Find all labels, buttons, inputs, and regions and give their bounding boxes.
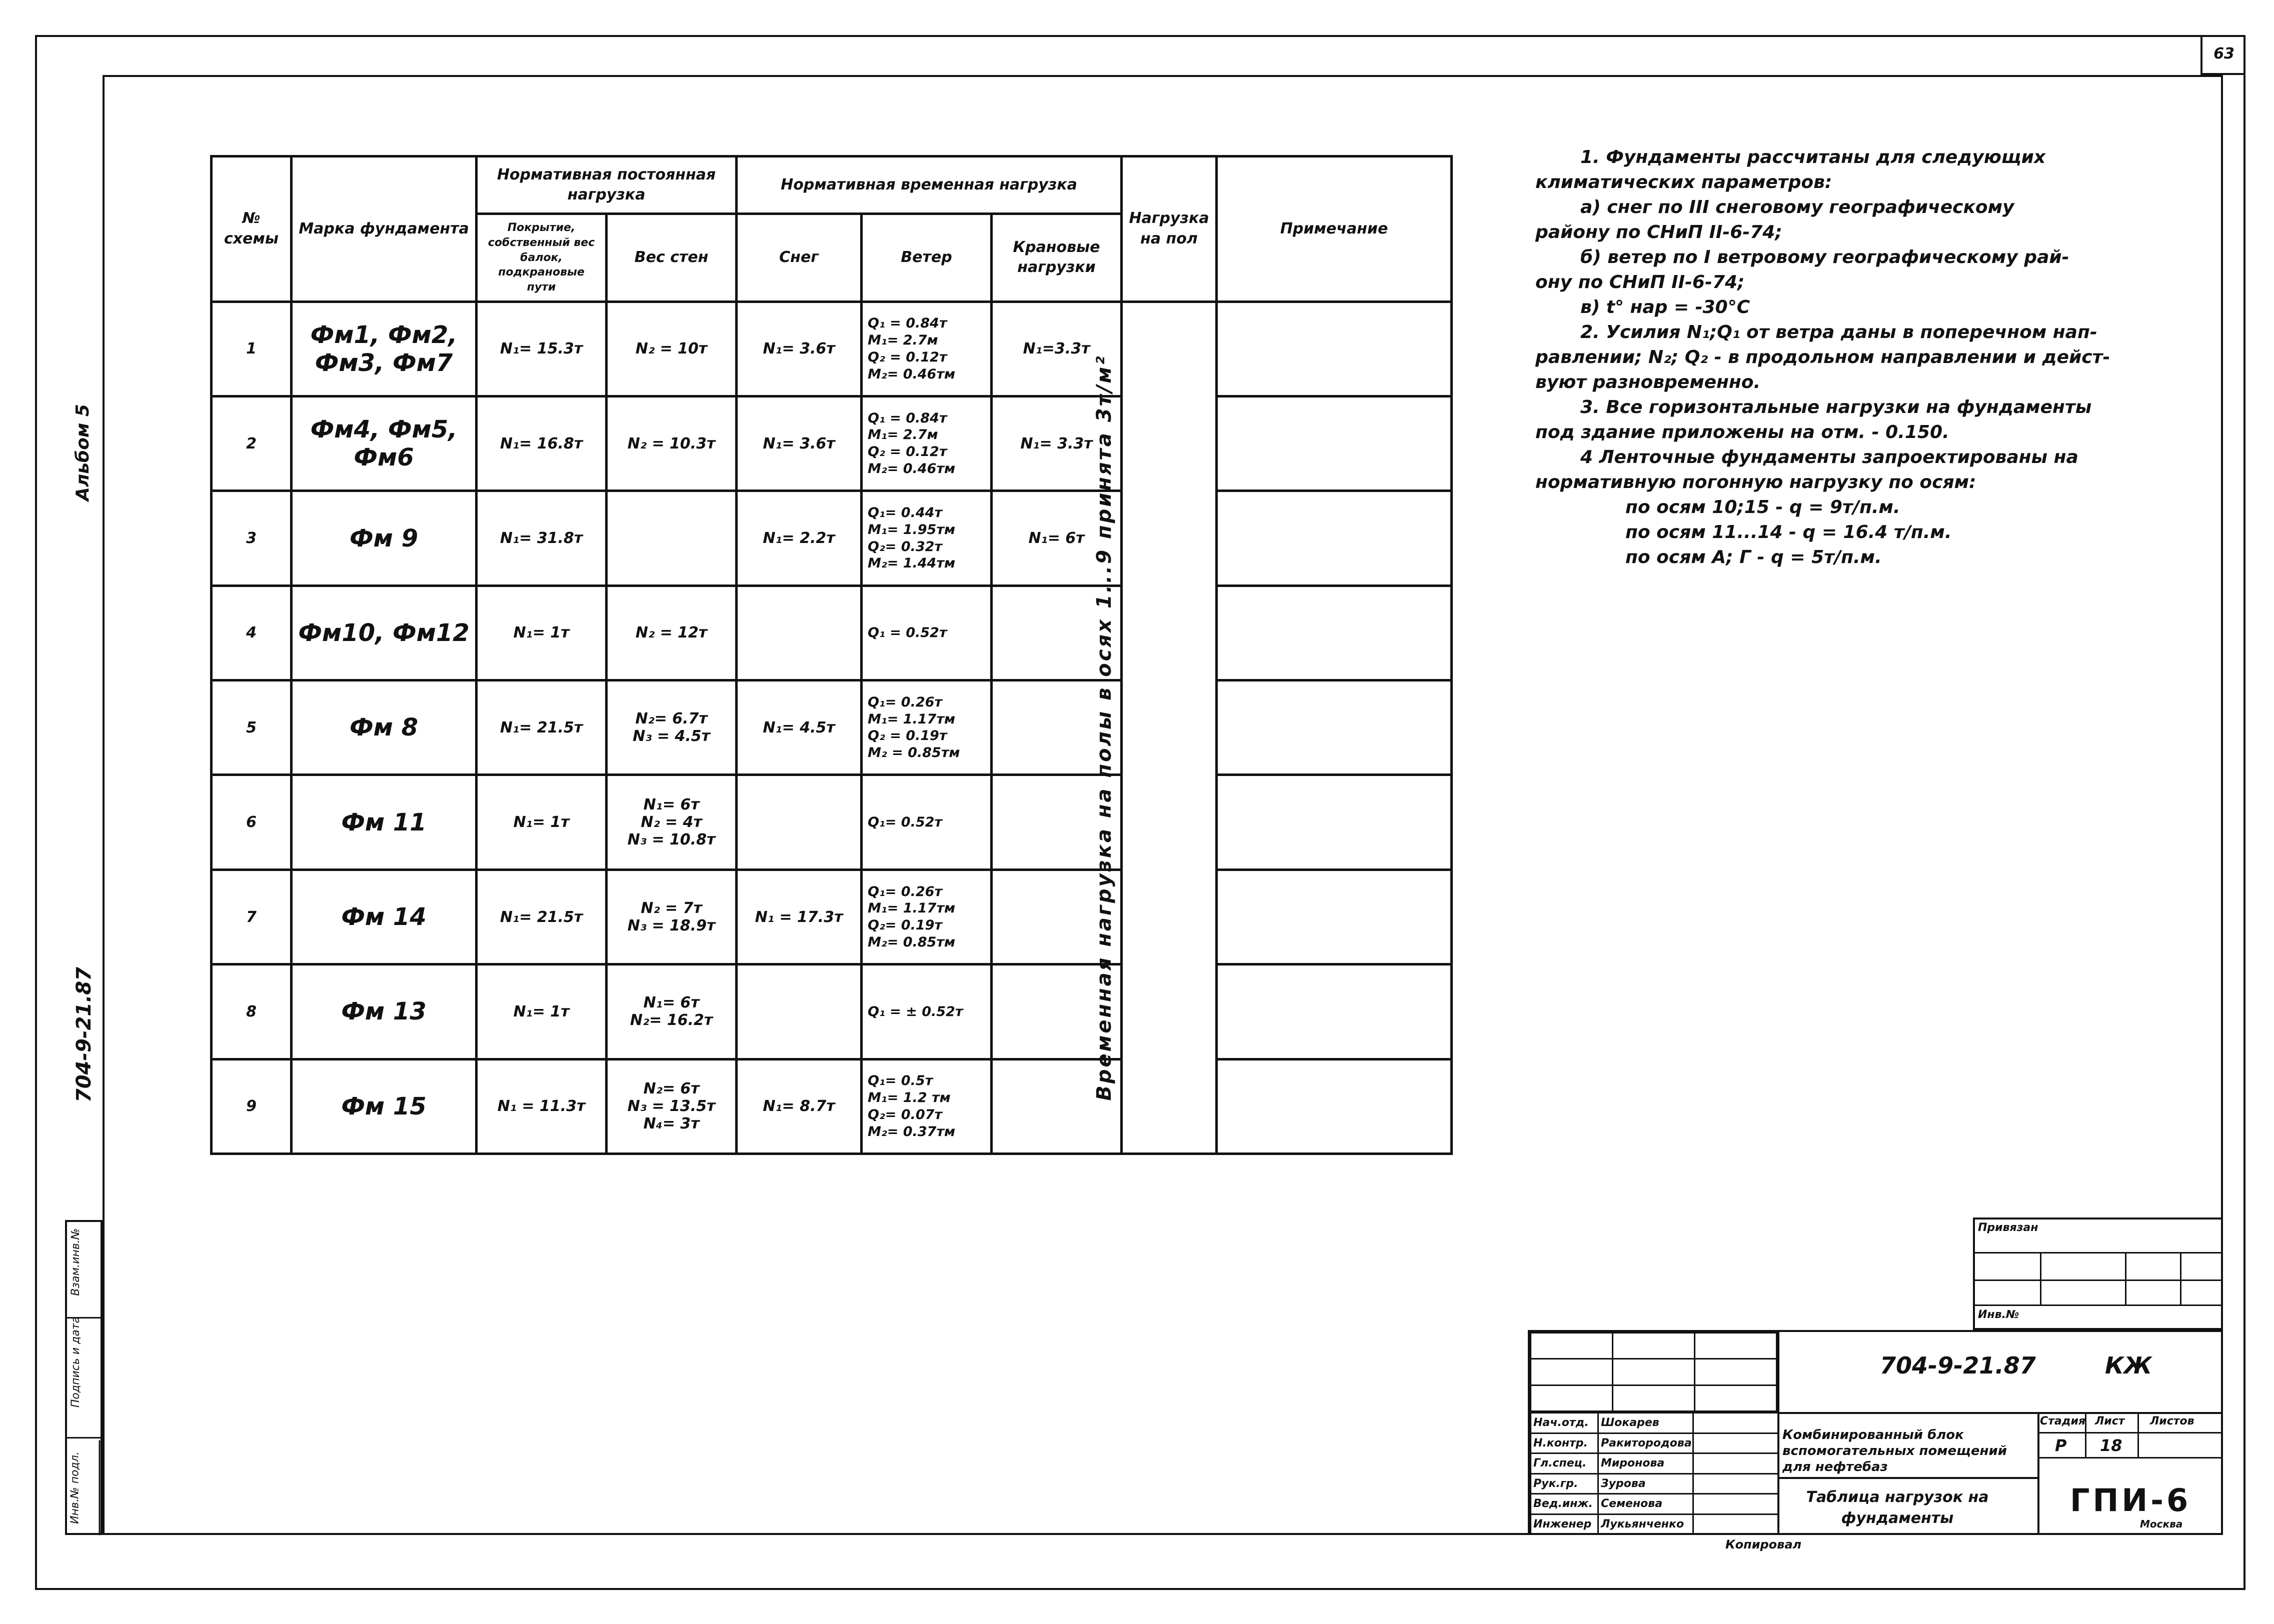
signature-role: Нач.отд. (1531, 1413, 1598, 1434)
cell-scheme-no: 2 (212, 396, 292, 490)
note-line: нормативную погонную нагрузку по осям: (1535, 472, 1976, 492)
cell-wind (862, 964, 992, 1059)
note-line: 3. Все горизонтальные нагрузки на фундаменты (1580, 397, 2092, 418)
cell-snow (737, 964, 862, 1059)
signature-row (1531, 1474, 1778, 1494)
wind-value: M₁= 1.17тм (868, 900, 956, 916)
cell-walls: N₂ = 12т (607, 586, 737, 680)
cell-snow (737, 586, 862, 680)
wind-value: M₂= 0.46тм (868, 366, 956, 382)
cell-perm: N₁ = 11.3т (477, 1059, 607, 1154)
note-line: равлении; N₂; Q₂ - в продольном направлении и дейст- (1535, 347, 2110, 368)
header-perm-roof: Покрытие, собственный вес балок, подкрановые пути (477, 214, 607, 302)
wind-value: Q₂ = 0.12т (868, 349, 947, 365)
note-line: по осям А; Г - q = 5т/п.м. (1625, 547, 1882, 568)
cell-perm: N₁= 1т (477, 586, 607, 680)
signature-role: Инженер (1531, 1514, 1598, 1534)
cell-mark: Фм4, Фм5, Фм6 (292, 396, 477, 490)
table-row (212, 491, 1452, 586)
page-number: 63 (2213, 45, 2234, 62)
table-row (212, 586, 1452, 680)
cell-note (1217, 396, 1452, 490)
cell-snow: N₁= 4.5т (737, 680, 862, 775)
wind-value: M₁= 2.7м (868, 332, 938, 348)
wind-value: M₂ = 0.85тм (868, 745, 960, 761)
cell-perm: N₁= 31.8т (477, 491, 607, 586)
note-line: климатических параметров: (1535, 172, 1832, 192)
note-line: б) ветер по I ветровому географическому рай- (1580, 247, 2069, 268)
wind-value: M₂= 0.37тм (868, 1124, 956, 1140)
signature-role: Рук.гр. (1531, 1474, 1598, 1494)
cell-scheme-no: 3 (212, 491, 292, 586)
header-scheme-no: № схемы (212, 156, 292, 302)
cell-walls (607, 491, 737, 586)
stage-value: Р (2055, 1436, 2067, 1455)
signature-table (1530, 1412, 1779, 1535)
header-floor-load: Нагрузка на пол (1122, 156, 1217, 302)
wind-value: Q₁= 0.44т (868, 505, 943, 521)
cell-note (1217, 870, 1452, 964)
header-wind: Ветер (862, 214, 992, 302)
cell-wind (862, 396, 992, 490)
cell-perm: N₁= 21.5т (477, 870, 607, 964)
cell-floor-load (1122, 302, 1217, 1154)
signature-role: Вед.инж. (1531, 1494, 1598, 1514)
wind-value: Q₁ = 0.52т (868, 625, 947, 641)
signature-name: Ракитородова (1598, 1433, 1693, 1454)
cell-crane: N₁= 6т (992, 491, 1122, 586)
sheet-title: Таблица нагрузок на фундаменты (1806, 1488, 1989, 1527)
table-row (212, 396, 1452, 490)
note-line: 1. Фундаменты рассчитаны для следующих (1580, 147, 2046, 168)
cell-perm: N₁= 1т (477, 964, 607, 1059)
wind-value: M₂= 1.44тм (868, 556, 956, 572)
doc-code: 704-9-21.87 (1880, 1352, 2036, 1379)
table-row (212, 964, 1452, 1059)
cell-wind (862, 586, 992, 680)
wind-value: M₁= 1.2 тм (868, 1090, 951, 1106)
left-stamp-strip (65, 1220, 103, 1535)
cell-mark: Фм 15 (292, 1059, 477, 1154)
binding-label: Привязан (1978, 1222, 2038, 1234)
wind-value: M₁= 1.17тм (868, 711, 956, 727)
cell-mark: Фм 14 (292, 870, 477, 964)
signature-role: Гл.спец. (1531, 1454, 1598, 1474)
sheet-label: Лист (2095, 1415, 2125, 1428)
signature-row (1531, 1433, 1778, 1454)
album-label: Альбом 5 (73, 404, 93, 501)
stamp-cell-inv: Инв.№ подл. (69, 1440, 101, 1536)
cell-mark: Фм1, Фм2, Фм3, Фм7 (292, 302, 477, 396)
signature-mark (1693, 1474, 1778, 1494)
cell-walls: N₂ = 7т N₃ = 18.9т (607, 870, 737, 964)
wind-value: Q₁= 0.52т (868, 814, 943, 830)
cell-perm: N₁= 16.8т (477, 396, 607, 490)
table-row (212, 680, 1452, 775)
cell-mark: Фм 13 (292, 964, 477, 1059)
signature-name: Шокарев (1598, 1413, 1693, 1434)
cell-walls: N₂= 6.7т N₃ = 4.5т (607, 680, 737, 775)
general-notes (1535, 145, 2215, 570)
signature-name: Зурова (1598, 1474, 1693, 1494)
note-line: по осям 11...14 - q = 16.4 т/п.м. (1625, 522, 1952, 542)
header-note: Примечание (1217, 156, 1452, 302)
signature-row (1531, 1454, 1778, 1474)
cell-scheme-no: 5 (212, 680, 292, 775)
sheet-mark: КЖ (2105, 1352, 2152, 1379)
cell-snow: N₁= 8.7т (737, 1059, 862, 1154)
cell-scheme-no: 9 (212, 1059, 292, 1154)
cell-wind (862, 302, 992, 396)
cell-note (1217, 586, 1452, 680)
note-line: 4 Ленточные фундаменты запроектированы на (1580, 447, 2078, 468)
cell-mark: Фм 8 (292, 680, 477, 775)
cell-crane: N₁=3.3т (992, 302, 1122, 396)
cell-scheme-no: 7 (212, 870, 292, 964)
wind-value: Q₁= 0.26т (868, 884, 943, 900)
project-title: Комбинированный блок вспомогательных помещений для нефтебаз (1782, 1428, 2007, 1474)
cell-scheme-no: 1 (212, 302, 292, 396)
wind-value: Q₁= 0.5т (868, 1073, 933, 1089)
cell-wind (862, 1059, 992, 1154)
header-perm-walls: Вес стен (607, 214, 737, 302)
stage-label: Стадия (2040, 1415, 2086, 1428)
note-line: под здание приложены на отм. - 0.150. (1535, 422, 1949, 442)
signature-name: Семенова (1598, 1494, 1693, 1514)
note-line: в) t° нар = -30°С (1580, 297, 1750, 318)
inv-no-label: Инв.№ (1978, 1308, 2019, 1321)
cell-perm: N₁= 1т (477, 775, 607, 870)
wind-value: Q₁ = ± 0.52т (868, 1004, 963, 1020)
note-line: ону по СНиП II-6-74; (1535, 272, 1745, 292)
binding-block (1973, 1218, 2223, 1330)
wind-value: Q₁ = 0.84т (868, 316, 947, 332)
cell-perm: N₁= 21.5т (477, 680, 607, 775)
signature-mark (1693, 1433, 1778, 1454)
cell-scheme-no: 4 (212, 586, 292, 680)
wind-value: M₁= 2.7м (868, 427, 938, 443)
cell-note (1217, 491, 1452, 586)
table-row (212, 1059, 1452, 1154)
margin-doc-code: 704-9-21.87 (73, 966, 96, 1102)
sheets-label: Листов (2150, 1415, 2194, 1428)
cell-walls: N₂= 6т N₃ = 13.5т N₄= 3т (607, 1059, 737, 1154)
cell-note (1217, 964, 1452, 1059)
load-table (210, 155, 1453, 1155)
signature-mark (1693, 1413, 1778, 1434)
wind-value: Q₂ = 0.12т (868, 444, 947, 460)
cell-mark: Фм10, Фм12 (292, 586, 477, 680)
header-snow: Снег (737, 214, 862, 302)
cell-perm: N₁= 15.3т (477, 302, 607, 396)
org-name: ГПИ-6 (2070, 1482, 2191, 1518)
copied-label: Копировал (1725, 1538, 1802, 1552)
page-number-box (2200, 35, 2245, 75)
note-line: а) снег по III снеговому географическому (1580, 197, 2014, 218)
cell-walls: N₂ = 10т (607, 302, 737, 396)
cell-crane: N₁= 3.3т (992, 396, 1122, 490)
signature-mark (1693, 1494, 1778, 1514)
signature-name: Миронова (1598, 1454, 1693, 1474)
header-temporary: Нормативная временная нагрузка (737, 156, 1122, 214)
note-line: по осям 10;15 - q = 9т/п.м. (1625, 497, 1900, 518)
wind-value: M₁= 1.95тм (868, 522, 956, 538)
cell-wind (862, 680, 992, 775)
sheet-value: 18 (2100, 1436, 2122, 1455)
cell-walls: N₁= 6т N₂= 16.2т (607, 964, 737, 1059)
wind-value: Q₂= 0.19т (868, 918, 943, 934)
floor-load-vertical: Временная нагрузка на полы в осях 1...9 принята 3т/м² (1093, 354, 1116, 1101)
signature-name: Лукьянченко (1598, 1514, 1693, 1534)
cell-note (1217, 680, 1452, 775)
table-row (212, 870, 1452, 964)
table-row (212, 302, 1452, 396)
note-line: 2. Усилия N₁;Q₁ от ветра даны в поперечном нап- (1580, 322, 2097, 342)
signature-mark (1693, 1454, 1778, 1474)
header-crane: Крановые нагрузки (992, 214, 1122, 302)
wind-value: Q₂= 0.32т (868, 538, 943, 554)
wind-value: M₂= 0.85тм (868, 934, 956, 950)
cell-snow: N₁= 2.2т (737, 491, 862, 586)
signature-row (1531, 1514, 1778, 1534)
cell-wind (862, 870, 992, 964)
wind-value: Q₁ = 0.84т (868, 410, 947, 426)
cell-note (1217, 775, 1452, 870)
wind-value: Q₂ = 0.19т (868, 728, 947, 744)
cell-snow (737, 775, 862, 870)
header-mark: Марка фундамента (292, 156, 477, 302)
cell-snow: N₁ = 17.3т (737, 870, 862, 964)
note-line: вуют разновременно. (1535, 372, 1761, 392)
cell-snow: N₁= 3.6т (737, 396, 862, 490)
wind-value: M₂= 0.46тм (868, 460, 956, 476)
cell-walls: N₁= 6т N₂ = 4т N₃ = 10.8т (607, 775, 737, 870)
signature-mark (1693, 1514, 1778, 1534)
signature-row (1531, 1494, 1778, 1514)
cell-wind (862, 491, 992, 586)
signature-role: Н.контр. (1531, 1433, 1598, 1454)
cell-snow: N₁= 3.6т (737, 302, 862, 396)
cell-scheme-no: 8 (212, 964, 292, 1059)
revision-grid (1530, 1332, 1777, 1412)
wind-value: Q₂= 0.07т (868, 1106, 943, 1122)
cell-wind (862, 775, 992, 870)
cell-note (1217, 302, 1452, 396)
table-row (212, 775, 1452, 870)
cell-mark: Фм 11 (292, 775, 477, 870)
cell-mark: Фм 9 (292, 491, 477, 586)
cell-walls: N₂ = 10.3т (607, 396, 737, 490)
note-line: району по СНиП II-6-74; (1535, 222, 1782, 242)
stamp-cell-sign: Подпись и дата (70, 1316, 82, 1408)
title-block (1528, 1330, 2223, 1535)
signature-row (1531, 1413, 1778, 1434)
cell-scheme-no: 6 (212, 775, 292, 870)
wind-value: Q₁= 0.26т (868, 694, 943, 710)
cell-note (1217, 1059, 1452, 1154)
org-city: Москва (2140, 1518, 2183, 1530)
header-permanent: Нормативная постоянная нагрузка (477, 156, 737, 214)
stamp-cell-replace: Взам.инв.№ (70, 1228, 82, 1296)
